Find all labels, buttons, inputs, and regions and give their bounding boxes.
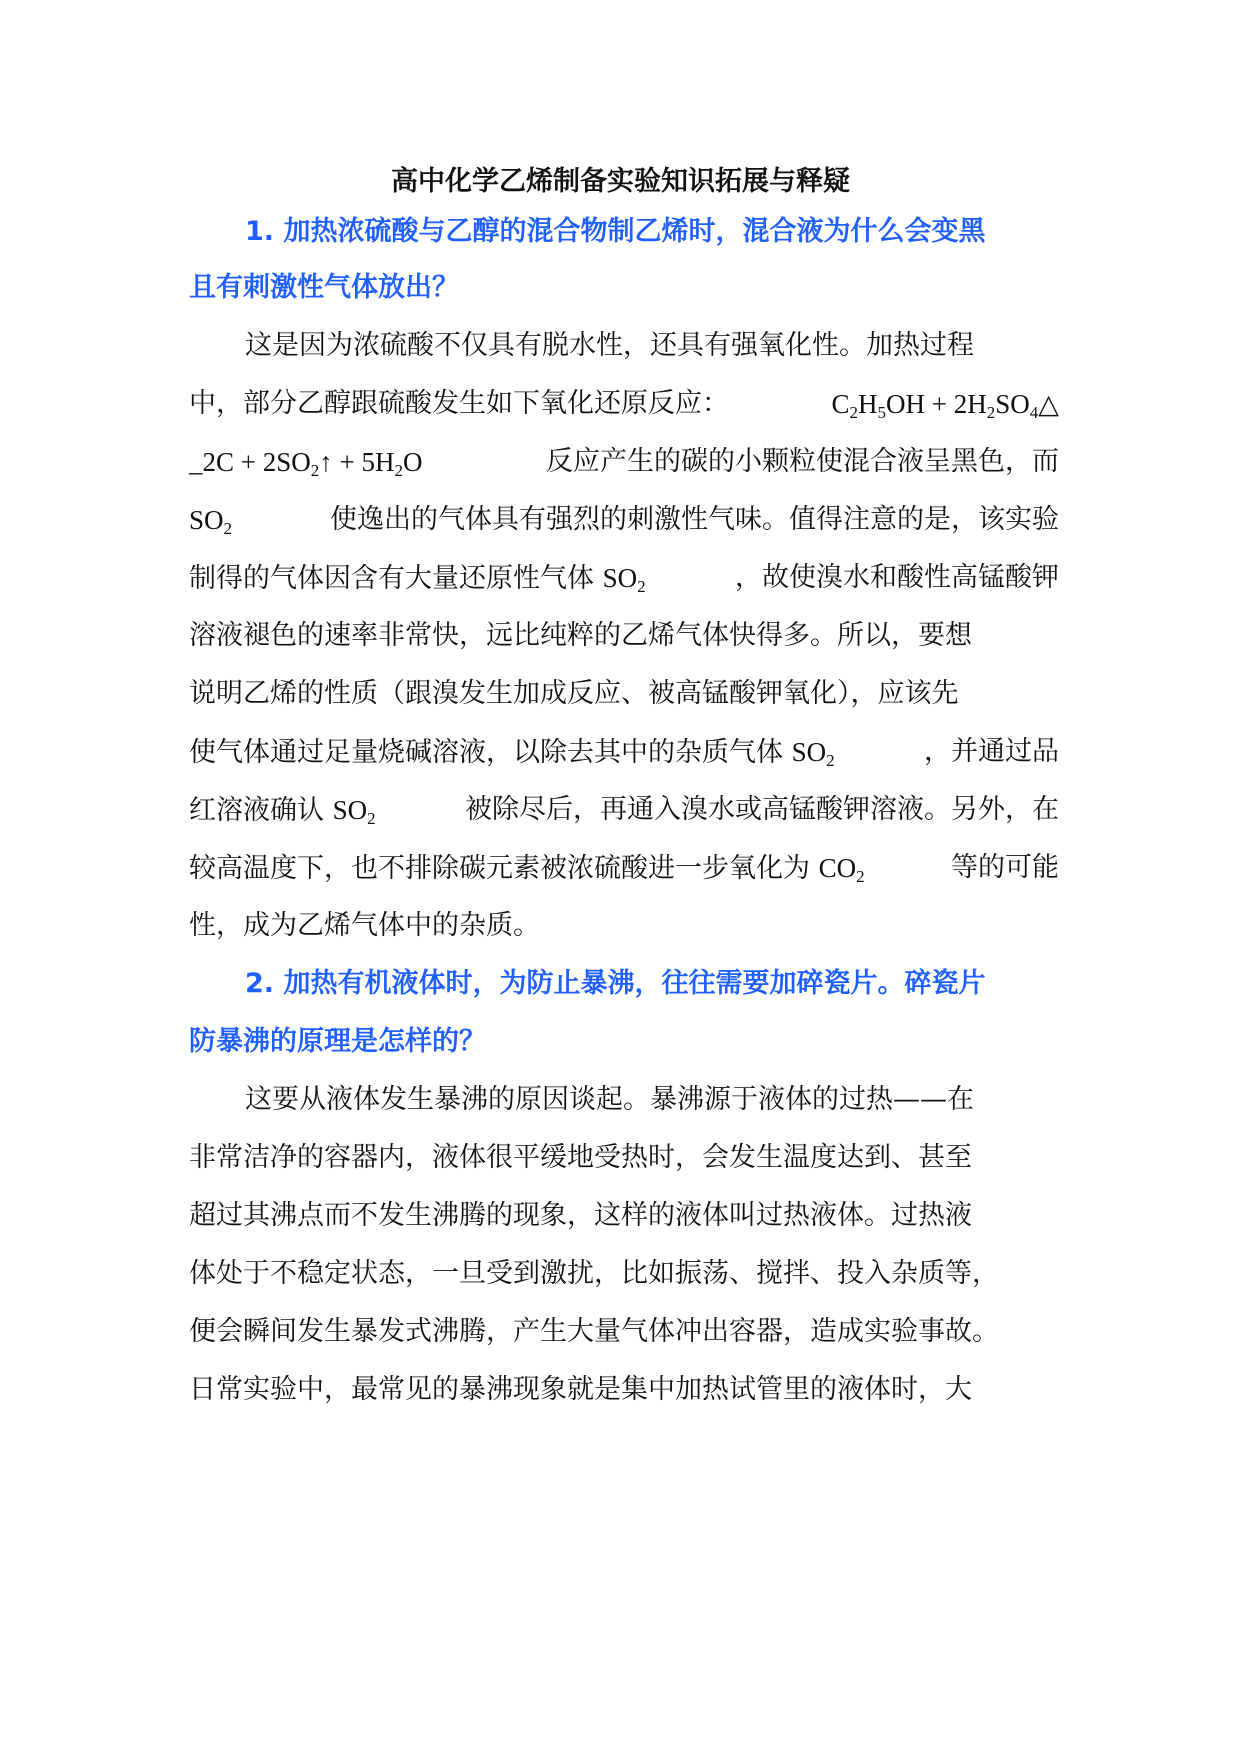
answer-1-text: 中，部分乙醇跟硫酸发生如下氧化还原反应： (189, 388, 729, 419)
formula-subscript: 2 (856, 867, 865, 886)
answer-1-line (189, 442, 1059, 482)
formula-subscript: 2 (826, 751, 835, 770)
question-1-line-1 (245, 212, 1059, 252)
answer-1-text (189, 558, 646, 599)
answer-1-text: 使逸出的气体具有强烈的刺激性气味。值得注意的是，该实验 (330, 504, 1059, 535)
answer-2-text: 这要从液体发生暴沸的原因谈起。暴沸源于液体的过热——在 (245, 1084, 974, 1115)
co2-formula (818, 853, 865, 886)
answer-1-line (189, 558, 1059, 599)
answer-1-line (245, 326, 1059, 366)
formula-text: SO (332, 795, 368, 825)
answer-2-line (189, 1138, 1059, 1178)
answer-1-line (189, 616, 1059, 656)
answer-1-text: ，故使溴水和酸性高锰酸钾 (735, 562, 1059, 593)
formula-text: SO (602, 563, 638, 593)
answer-1-line (189, 848, 1059, 889)
question-1-text-2: 且有刺激性气体放出？ (189, 272, 459, 303)
formula-subscript: 2 (637, 577, 646, 596)
heat-condition-symbol: △ (1038, 389, 1059, 420)
answer-2-line (245, 1080, 1059, 1120)
answer-1-text: 说明乙烯的性质（跟溴发生加成反应、被高锰酸钾氧化），应该先 (189, 678, 959, 709)
answer-1-line (189, 674, 1059, 714)
document-title: 高中化学乙烯制备实验知识拓展与释疑 (391, 166, 850, 197)
answer-2-line (189, 1254, 1059, 1294)
question-1-text-1: 1. 加热浓硫酸与乙醇的混合物制乙烯时，混合液为什么会变黑 (245, 216, 986, 247)
answer-1-text (189, 848, 865, 889)
answer-1-line (189, 906, 1059, 946)
answer-2-text: 体处于不稳定状态，一旦受到激扰，比如振荡、搅拌、投入杂质等， (189, 1258, 999, 1289)
answer-1-text-part: 红溶液确认 (189, 795, 324, 826)
answer-1-text: 这是因为浓硫酸不仅具有脱水性，还具有强氧化性。加热过程 (245, 330, 974, 361)
answer-1-text: 等的可能 (951, 852, 1059, 883)
so2-formula (332, 795, 376, 828)
answer-2-line (189, 1196, 1059, 1236)
answer-1-text: 性，成为乙烯气体中的杂质。 (189, 910, 540, 941)
reaction-equation-products: _2C + $2SO_2↑ + 5H_2O$ (189, 447, 423, 480)
answer-1-line (189, 790, 1059, 831)
formula-subscript: 2 (223, 519, 233, 538)
answer-1-text-part: 使气体通过足量烧碱溶液，以除去其中的杂质气体 (189, 737, 783, 768)
answer-1-text (189, 790, 376, 831)
answer-2-text: 非常洁净的容器内，液体很平缓地受热时，会发生温度达到、甚至 (189, 1142, 972, 1173)
answer-2-text: 日常实验中，最常见的暴沸现象就是集中加热试管里的液体时，大 (189, 1374, 972, 1405)
answer-2-line (189, 1312, 1059, 1352)
formula-text: SO (189, 505, 224, 535)
answer-1-text: 被除尽后，再通入溴水或高锰酸钾溶液。另外，在 (465, 794, 1059, 825)
answer-1-text (189, 732, 835, 773)
so2-formula (791, 737, 835, 770)
answer-1-line (189, 384, 1059, 425)
so2-formula (189, 500, 232, 540)
answer-1-text-part: 较高温度下，也不排除碳元素被浓硫酸进一步氧化为 (189, 853, 810, 884)
answer-1-text: 溶液褪色的速率非常快，远比纯粹的乙烯气体快得多。所以，要想 (189, 620, 972, 651)
question-2-text-2: 防暴沸的原理是怎样的？ (189, 1026, 486, 1057)
answer-1-text: ，并通过品 (924, 736, 1059, 767)
question-1-line-2 (189, 268, 1059, 308)
answer-1-text: 反应产生的碳的小颗粒使混合液呈黑色，而 (546, 446, 1059, 477)
formula-subscript: 2 (367, 809, 376, 828)
answer-1-line (189, 732, 1059, 773)
question-2-line-1 (245, 964, 1059, 1004)
formula-text: SO (791, 737, 827, 767)
question-2-text-1: 2. 加热有机液体时，为防止暴沸，往往需要加碎瓷片。碎瓷片 (245, 968, 986, 999)
question-2-line-2 (189, 1022, 1059, 1062)
answer-2-line (189, 1370, 1059, 1410)
answer-1-line (189, 500, 1059, 540)
answer-2-text: 便会瞬间发生暴发式沸腾，产生大量气体冲出容器，造成实验事故。 (189, 1316, 999, 1347)
so2-formula (602, 563, 646, 596)
reaction-equation-reactants: $C_2H_5OH$ + $2H_2SO_4\triangle$ (831, 389, 1059, 422)
answer-1-text-part: 制得的气体因含有大量还原性气体 (189, 563, 594, 594)
formula-text: CO (818, 853, 857, 883)
answer-2-text: 超过其沸点而不发生沸腾的现象，这样的液体叫过热液体。过热液 (189, 1200, 972, 1231)
